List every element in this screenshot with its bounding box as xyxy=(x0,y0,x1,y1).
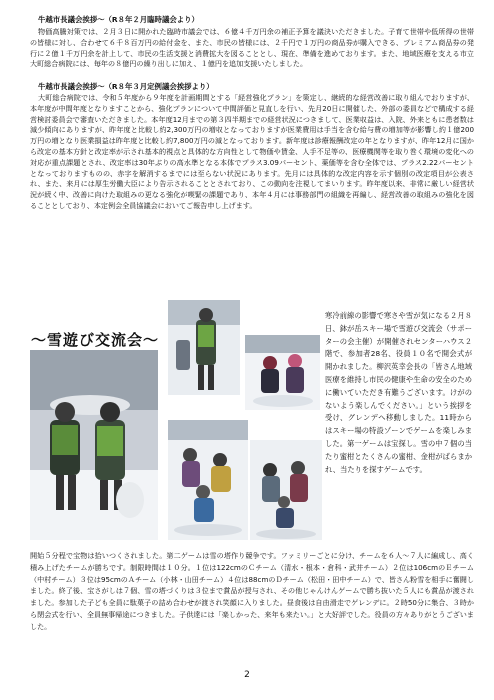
photo-children-group xyxy=(250,440,322,540)
photo-children-playing xyxy=(245,335,320,410)
section-heading-extraordinary-session: 牛越市長議会挨拶～（R８年２月臨時議会より） xyxy=(38,15,199,24)
page-number: 2 xyxy=(244,670,250,680)
section-body-regular-session xyxy=(30,93,474,212)
section-body-extraordinary-session xyxy=(30,27,474,70)
snow-event-title: ～雪遊び交流会～ xyxy=(31,331,160,349)
snow-event-continued: 開始５分程で宝物は拾いつくされました。第二ゲームは雪の塔作り競争です。ファミリーごとに分け、チームを６人～７人に編成し、高く積み上げたチームが勝ちです。制限時間は１０分。１位は122cmのＣチーム（清水・根本・倉科・武井チーム）２位は106cmのＥチーム（中村チーム）３位は95cmのＡチーム（小林・山田チーム）４位は88cmのＤチーム（松田・田中チーム）で、皆さん粉雪を相手に奮闘しました。終了後、宝さがしは７個、雪の塔づくりは３位まで賞品が授与され、その他じゃんけんゲームで勝ち抜いた５人にも賞品が渡されました。参加した子ども全員に駄菓子の詰め合わせが渡され笑顔に入りました。昼食後は自由滑走でゲレンデに。２時50分に集合、３時から閉会式を行い、全員無事帰途につきました。子供達には「楽しかった、来年も来たい。」と大好評でした。役員の方々ありがとうございました。 xyxy=(30,551,474,631)
photo-children-snow-left xyxy=(30,350,158,540)
section-body-text: 大町総合病院では、令和５年度から９年度を計画期間とする「経営強化プラン」を策定し、継続的な経営改善に取り組んでおりますが、本年度が中間年度となりますことから、強化プランについて中間評価と見直しを行い、先月20日に開催した、外部の委員などで構成する経営検討委員会で審査いただきました。本年度12月までの第３四半期までの経営状況につきまして、医業収益は、入院、外来ともに患者数は減少傾向にありますが、昨年度と比較し約2,300万円の増収となっておりますが医業費用は手当を含む給与費の増加等が影響し約１億200万円の増となり医業損益は昨年度と比較し約7,800万円の減となっております。新年度は診療報酬改定の年となりますが、昨年12月に国から改定の基本方針と改定率が示され基本的視点と具体的な方向性として物価や賃金、人手不足等の、医療機関等を取り巻く環境の変化への対応が重点課題とされ、改定率は30年ぶりの高水準となる本体でプラス3.09パーセント、薬価等を含む全体では、プラス2.22パーセントとなっておりますものの、赤字を解消するまでには至らない状況にあります。先月には具体的な改定内容を示す個別の改定項目が公表され、また、来月には厚生労働大臣により告示されることとされており、この動向を注視してまいります。昨年度以来、非常に厳しい経営状況が続く中、改善に向けた取組みの更なる強化が喫緊の課題であり、本年４月には事務部門の組織を再編し、経営改善の取組みの強化を図ることとしており、本定例会全員協議会においてご報告申し上げます。 xyxy=(30,93,474,210)
photo-participants-standing xyxy=(168,300,240,395)
section-body-text: 物価高騰対策では、２月３日に開かれた臨時市議会では、６億４千万円余の補正予算を議決いただきました。子育て世帯や低所得の世帯の皆様に対し、合わせて６千８百万円の給付金を、また、市民の皆様には、２千円で１万円の商品券が購入できる、プレミアム商品券の発行に２億１千万円余を計上して、市民の生活支援と消費拡大を図ることとし、現在、準備を進めております。また、地域医療を支える市立大町総合病院には、毎年の８億円の繰り出しに加え、１億円を追加支援いたしました。 xyxy=(30,27,474,69)
snow-event-intro: 寒冷前線の影響で寒さや雪が気になる２月８日、鉢が岳スキー場で雪遊び交流会（サポーターの会主催）が開催されセンターハウス２階で、参加者28名、役員１０名で開会式が開かれました。柳沢英幸会長の「皆さん地域医療を維持し市民の健康や生命の安全のために働いていただき有難うございます。けがのないよう楽しんでください。」という挨拶を受け、グレンデへ移動しました。11時からはスキー場の特設ゾーンでゲームを楽しみました。第一ゲームは宝探し。雪の中７個の当たり蜜柑とたくさんの蜜柑、金柑がばらまかれ、当たりを探すゲームです。 xyxy=(325,311,472,474)
photo-group-snow xyxy=(168,420,248,540)
section-heading-regular-session: 牛越市長議会挨拶～（R８年３月定例議会挨拶より） xyxy=(38,82,214,91)
